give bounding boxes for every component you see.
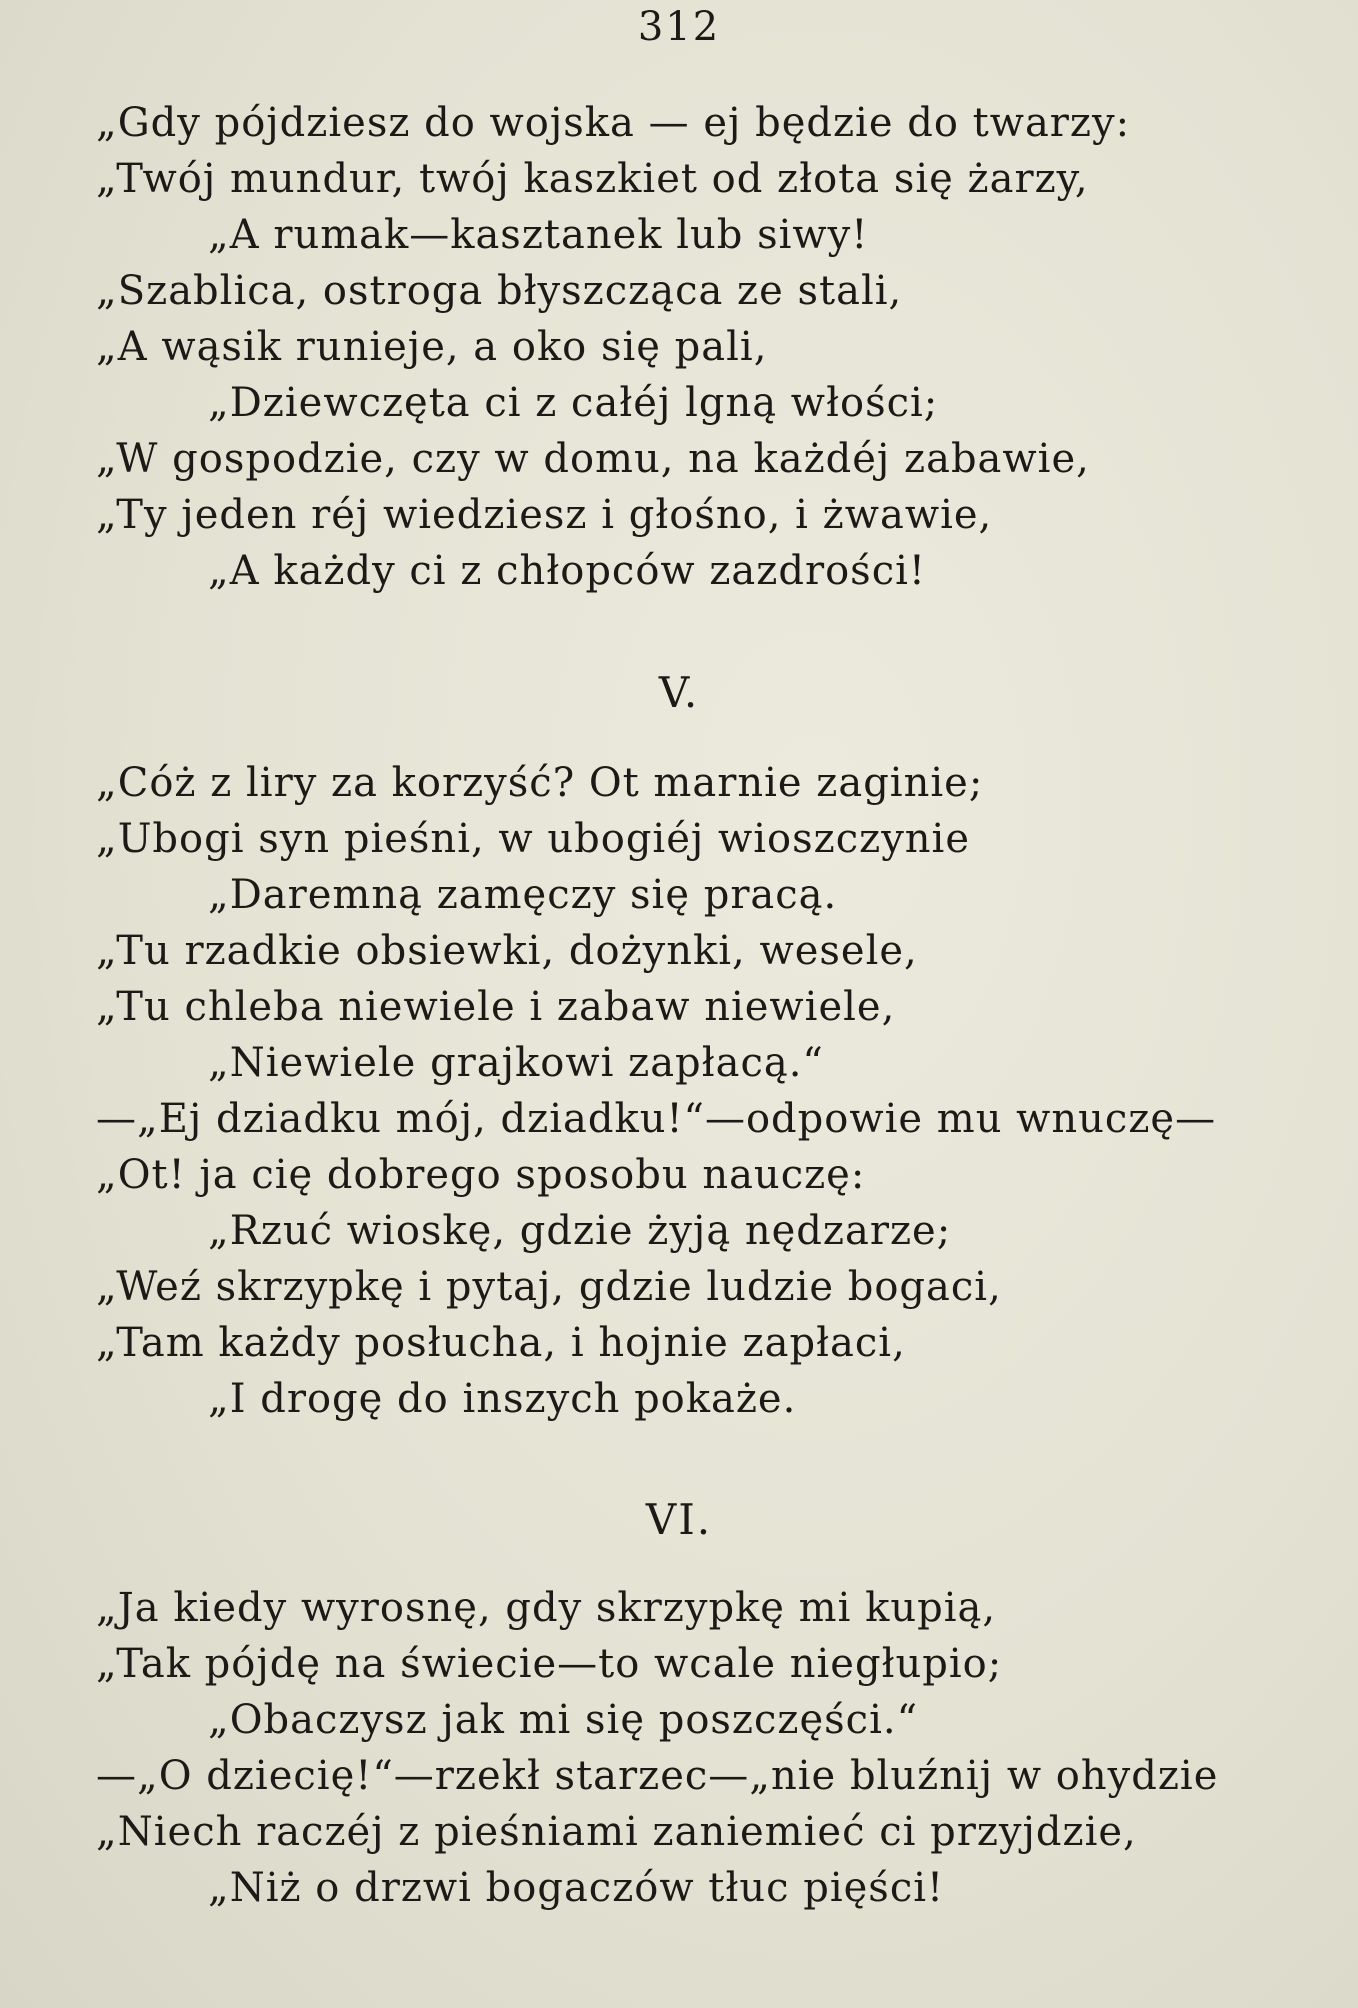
section-heading-vi: VI.	[645, 1495, 713, 1544]
page-number: 312	[637, 4, 721, 50]
stanza-1	[0, 95, 1358, 599]
verse-line: „Gdy pójdziesz do wojska — ej będzie do twarzy:	[96, 100, 1131, 146]
verse-line: „Niż o drzwi bogaczów tłuc pięści!	[208, 1865, 945, 1911]
section-heading-v: V.	[658, 668, 700, 717]
verse-line: „A każdy ci z chłopców zazdrości!	[208, 548, 926, 594]
verse-line: „Ubogi syn pieśni, w ubogiéj wioszczynie	[96, 816, 971, 862]
verse-line: „Twój mundur, twój kaszkiet od złota się żarzy,	[96, 156, 1089, 202]
stanza-vi	[0, 1580, 1358, 1916]
verse-line: „A wąsik runieje, a oko się pali,	[96, 324, 768, 370]
verse-line: „Niech raczéj z pieśniami zaniemieć ci przyjdzie,	[96, 1809, 1137, 1855]
verse-line: „Cóż z liry za korzyść? Ot marnie zaginie;	[96, 760, 984, 806]
verse-line: „Szablica, ostroga błyszcząca ze stali,	[96, 268, 903, 314]
verse-line: „Dziewczęta ci z całéj lgną włości;	[208, 380, 939, 426]
verse-line: „Ja kiedy wyrosnę, gdy skrzypkę mi kupią,	[96, 1585, 997, 1631]
verse-line: „Tu rzadkie obsiewki, dożynki, wesele,	[96, 928, 918, 974]
verse-line: „Ty jeden réj wiedziesz i głośno, i żwawie,	[96, 492, 993, 538]
verse-line: „Ot! ja cię dobrego sposobu nauczę:	[96, 1152, 866, 1198]
verse-line: „W gospodzie, czy w domu, na każdéj zabawie,	[96, 436, 1090, 482]
verse-line: „Weź skrzypkę i pytaj, gdzie ludzie bogaci,	[96, 1264, 1002, 1310]
verse-line: „Tak pójdę na świecie—to wcale niegłupio;	[96, 1641, 1003, 1687]
stanza-v	[0, 755, 1358, 1427]
verse-line: „Daremną zamęczy się pracą.	[208, 872, 838, 918]
verse-line: „Tam każdy posłucha, i hojnie zapłaci,	[96, 1320, 906, 1366]
verse-line: —„O dziecię!“—rzekł starzec—„nie bluźnij w ohydzie	[96, 1753, 1219, 1799]
verse-line: —„Ej dziadku mój, dziadku!“—odpowie mu wnuczę—	[96, 1096, 1217, 1142]
verse-line: „Niewiele grajkowi zapłacą.“	[208, 1040, 824, 1086]
verse-line: „Rzuć wioskę, gdzie żyją nędzarze;	[208, 1208, 952, 1254]
verse-line: „A rumak—kasztanek lub siwy!	[208, 212, 869, 258]
verse-line: „I drogę do inszych pokaże.	[208, 1376, 797, 1422]
verse-line: „Tu chleba niewiele i zabaw niewiele,	[96, 984, 896, 1030]
verse-line: „Obaczysz jak mi się poszczęści.“	[208, 1697, 919, 1743]
